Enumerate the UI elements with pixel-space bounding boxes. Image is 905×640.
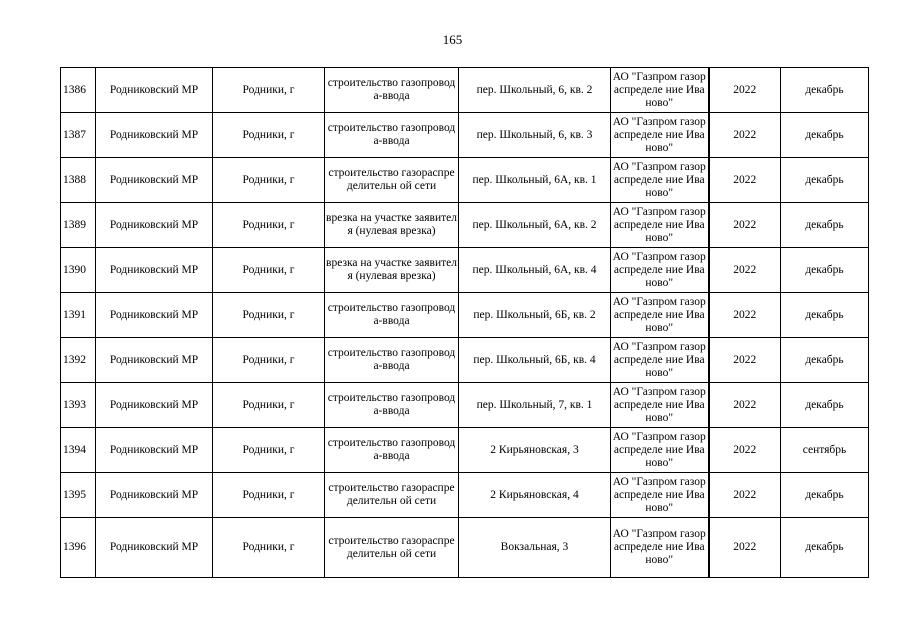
cell-town: Родники, г [213, 203, 325, 248]
cell-work-type: врезка на участке заявителя (нулевая врезка) [325, 248, 459, 293]
cell-month: декабрь [781, 293, 869, 338]
cell-year: 2022 [709, 428, 781, 473]
cell-address: пер. Школьный, 6, кв. 3 [459, 113, 611, 158]
cell-district: Родниковский МР [96, 338, 213, 383]
cell-year: 2022 [709, 68, 781, 113]
cell-organization: АО "Газпром газораспределе ние Иваново" [611, 293, 709, 338]
cell-month: декабрь [781, 338, 869, 383]
cell-number: 1394 [61, 428, 96, 473]
cell-town: Родники, г [213, 158, 325, 203]
cell-month: декабрь [781, 248, 869, 293]
cell-year: 2022 [709, 113, 781, 158]
cell-month: декабрь [781, 518, 869, 578]
cell-organization: АО "Газпром газораспределе ние Иваново" [611, 338, 709, 383]
table-row [61, 158, 869, 203]
cell-work-type: строительство газораспределительн ой сети [325, 518, 459, 578]
cell-district: Родниковский МР [96, 428, 213, 473]
cell-address: пер. Школьный, 6, кв. 2 [459, 68, 611, 113]
cell-number: 1386 [61, 68, 96, 113]
table-row [61, 113, 869, 158]
cell-organization: АО "Газпром газораспределе ние Иваново" [611, 473, 709, 518]
cell-town: Родники, г [213, 473, 325, 518]
cell-address: Вокзальная, 3 [459, 518, 611, 578]
cell-organization: АО "Газпром газораспределе ние Иваново" [611, 383, 709, 428]
cell-town: Родники, г [213, 248, 325, 293]
cell-organization: АО "Газпром газораспределе ние Иваново" [611, 428, 709, 473]
table-row [61, 248, 869, 293]
cell-organization: АО "Газпром газораспределе ние Иваново" [611, 203, 709, 248]
table-row [61, 203, 869, 248]
cell-district: Родниковский МР [96, 473, 213, 518]
cell-town: Родники, г [213, 338, 325, 383]
cell-year: 2022 [709, 383, 781, 428]
cell-address: 2 Кирьяновская, 3 [459, 428, 611, 473]
cell-month: декабрь [781, 158, 869, 203]
cell-address: пер. Школьный, 6Б, кв. 2 [459, 293, 611, 338]
gasification-table [60, 67, 869, 578]
cell-address: 2 Кирьяновская, 4 [459, 473, 611, 518]
cell-town: Родники, г [213, 293, 325, 338]
cell-month: декабрь [781, 113, 869, 158]
cell-number: 1389 [61, 203, 96, 248]
cell-year: 2022 [709, 248, 781, 293]
table-row [61, 383, 869, 428]
cell-work-type: строительство газопровода-ввода [325, 428, 459, 473]
cell-address: пер. Школьный, 6А, кв. 1 [459, 158, 611, 203]
cell-number: 1388 [61, 158, 96, 203]
cell-number: 1390 [61, 248, 96, 293]
table-row [61, 68, 869, 113]
page-number: 165 [442, 32, 463, 47]
cell-address: пер. Школьный, 6Б, кв. 4 [459, 338, 611, 383]
cell-year: 2022 [709, 293, 781, 338]
cell-work-type: строительство газораспределительн ой сети [325, 158, 459, 203]
cell-number: 1396 [61, 518, 96, 578]
cell-town: Родники, г [213, 428, 325, 473]
cell-month: декабрь [781, 383, 869, 428]
cell-year: 2022 [709, 338, 781, 383]
cell-district: Родниковский МР [96, 293, 213, 338]
cell-work-type: строительство газопровода-ввода [325, 68, 459, 113]
cell-address: пер. Школьный, 6А, кв. 2 [459, 203, 611, 248]
cell-town: Родники, г [213, 383, 325, 428]
cell-month: декабрь [781, 203, 869, 248]
cell-organization: АО "Газпром газораспределе ние Иваново" [611, 248, 709, 293]
cell-district: Родниковский МР [96, 248, 213, 293]
cell-year: 2022 [709, 473, 781, 518]
cell-month: декабрь [781, 68, 869, 113]
cell-month: декабрь [781, 473, 869, 518]
cell-number: 1387 [61, 113, 96, 158]
cell-year: 2022 [709, 158, 781, 203]
cell-address: пер. Школьный, 6А, кв. 4 [459, 248, 611, 293]
cell-town: Родники, г [213, 68, 325, 113]
cell-work-type: строительство газораспределительн ой сети [325, 473, 459, 518]
cell-district: Родниковский МР [96, 203, 213, 248]
table-row [61, 518, 869, 578]
cell-organization: АО "Газпром газораспределе ние Иваново" [611, 68, 709, 113]
table-row [61, 428, 869, 473]
cell-district: Родниковский МР [96, 518, 213, 578]
cell-district: Родниковский МР [96, 68, 213, 113]
cell-number: 1393 [61, 383, 96, 428]
cell-work-type: строительство газопровода-ввода [325, 383, 459, 428]
cell-number: 1391 [61, 293, 96, 338]
cell-work-type: строительство газопровода-ввода [325, 338, 459, 383]
cell-district: Родниковский МР [96, 383, 213, 428]
cell-address: пер. Школьный, 7, кв. 1 [459, 383, 611, 428]
cell-number: 1392 [61, 338, 96, 383]
cell-town: Родники, г [213, 113, 325, 158]
cell-work-type: строительство газопровода-ввода [325, 293, 459, 338]
table-row [61, 293, 869, 338]
cell-month: сентябрь [781, 428, 869, 473]
cell-district: Родниковский МР [96, 158, 213, 203]
table-body [61, 68, 869, 578]
cell-number: 1395 [61, 473, 96, 518]
cell-organization: АО "Газпром газораспределе ние Иваново" [611, 158, 709, 203]
cell-organization: АО "Газпром газораспределе ние Иваново" [611, 113, 709, 158]
cell-year: 2022 [709, 518, 781, 578]
cell-work-type: врезка на участке заявителя (нулевая врезка) [325, 203, 459, 248]
cell-district: Родниковский МР [96, 113, 213, 158]
table-row [61, 473, 869, 518]
cell-town: Родники, г [213, 518, 325, 578]
cell-work-type: строительство газопровода-ввода [325, 113, 459, 158]
cell-organization: АО "Газпром газораспределе ние Иваново" [611, 518, 709, 578]
table-row [61, 338, 869, 383]
cell-year: 2022 [709, 203, 781, 248]
